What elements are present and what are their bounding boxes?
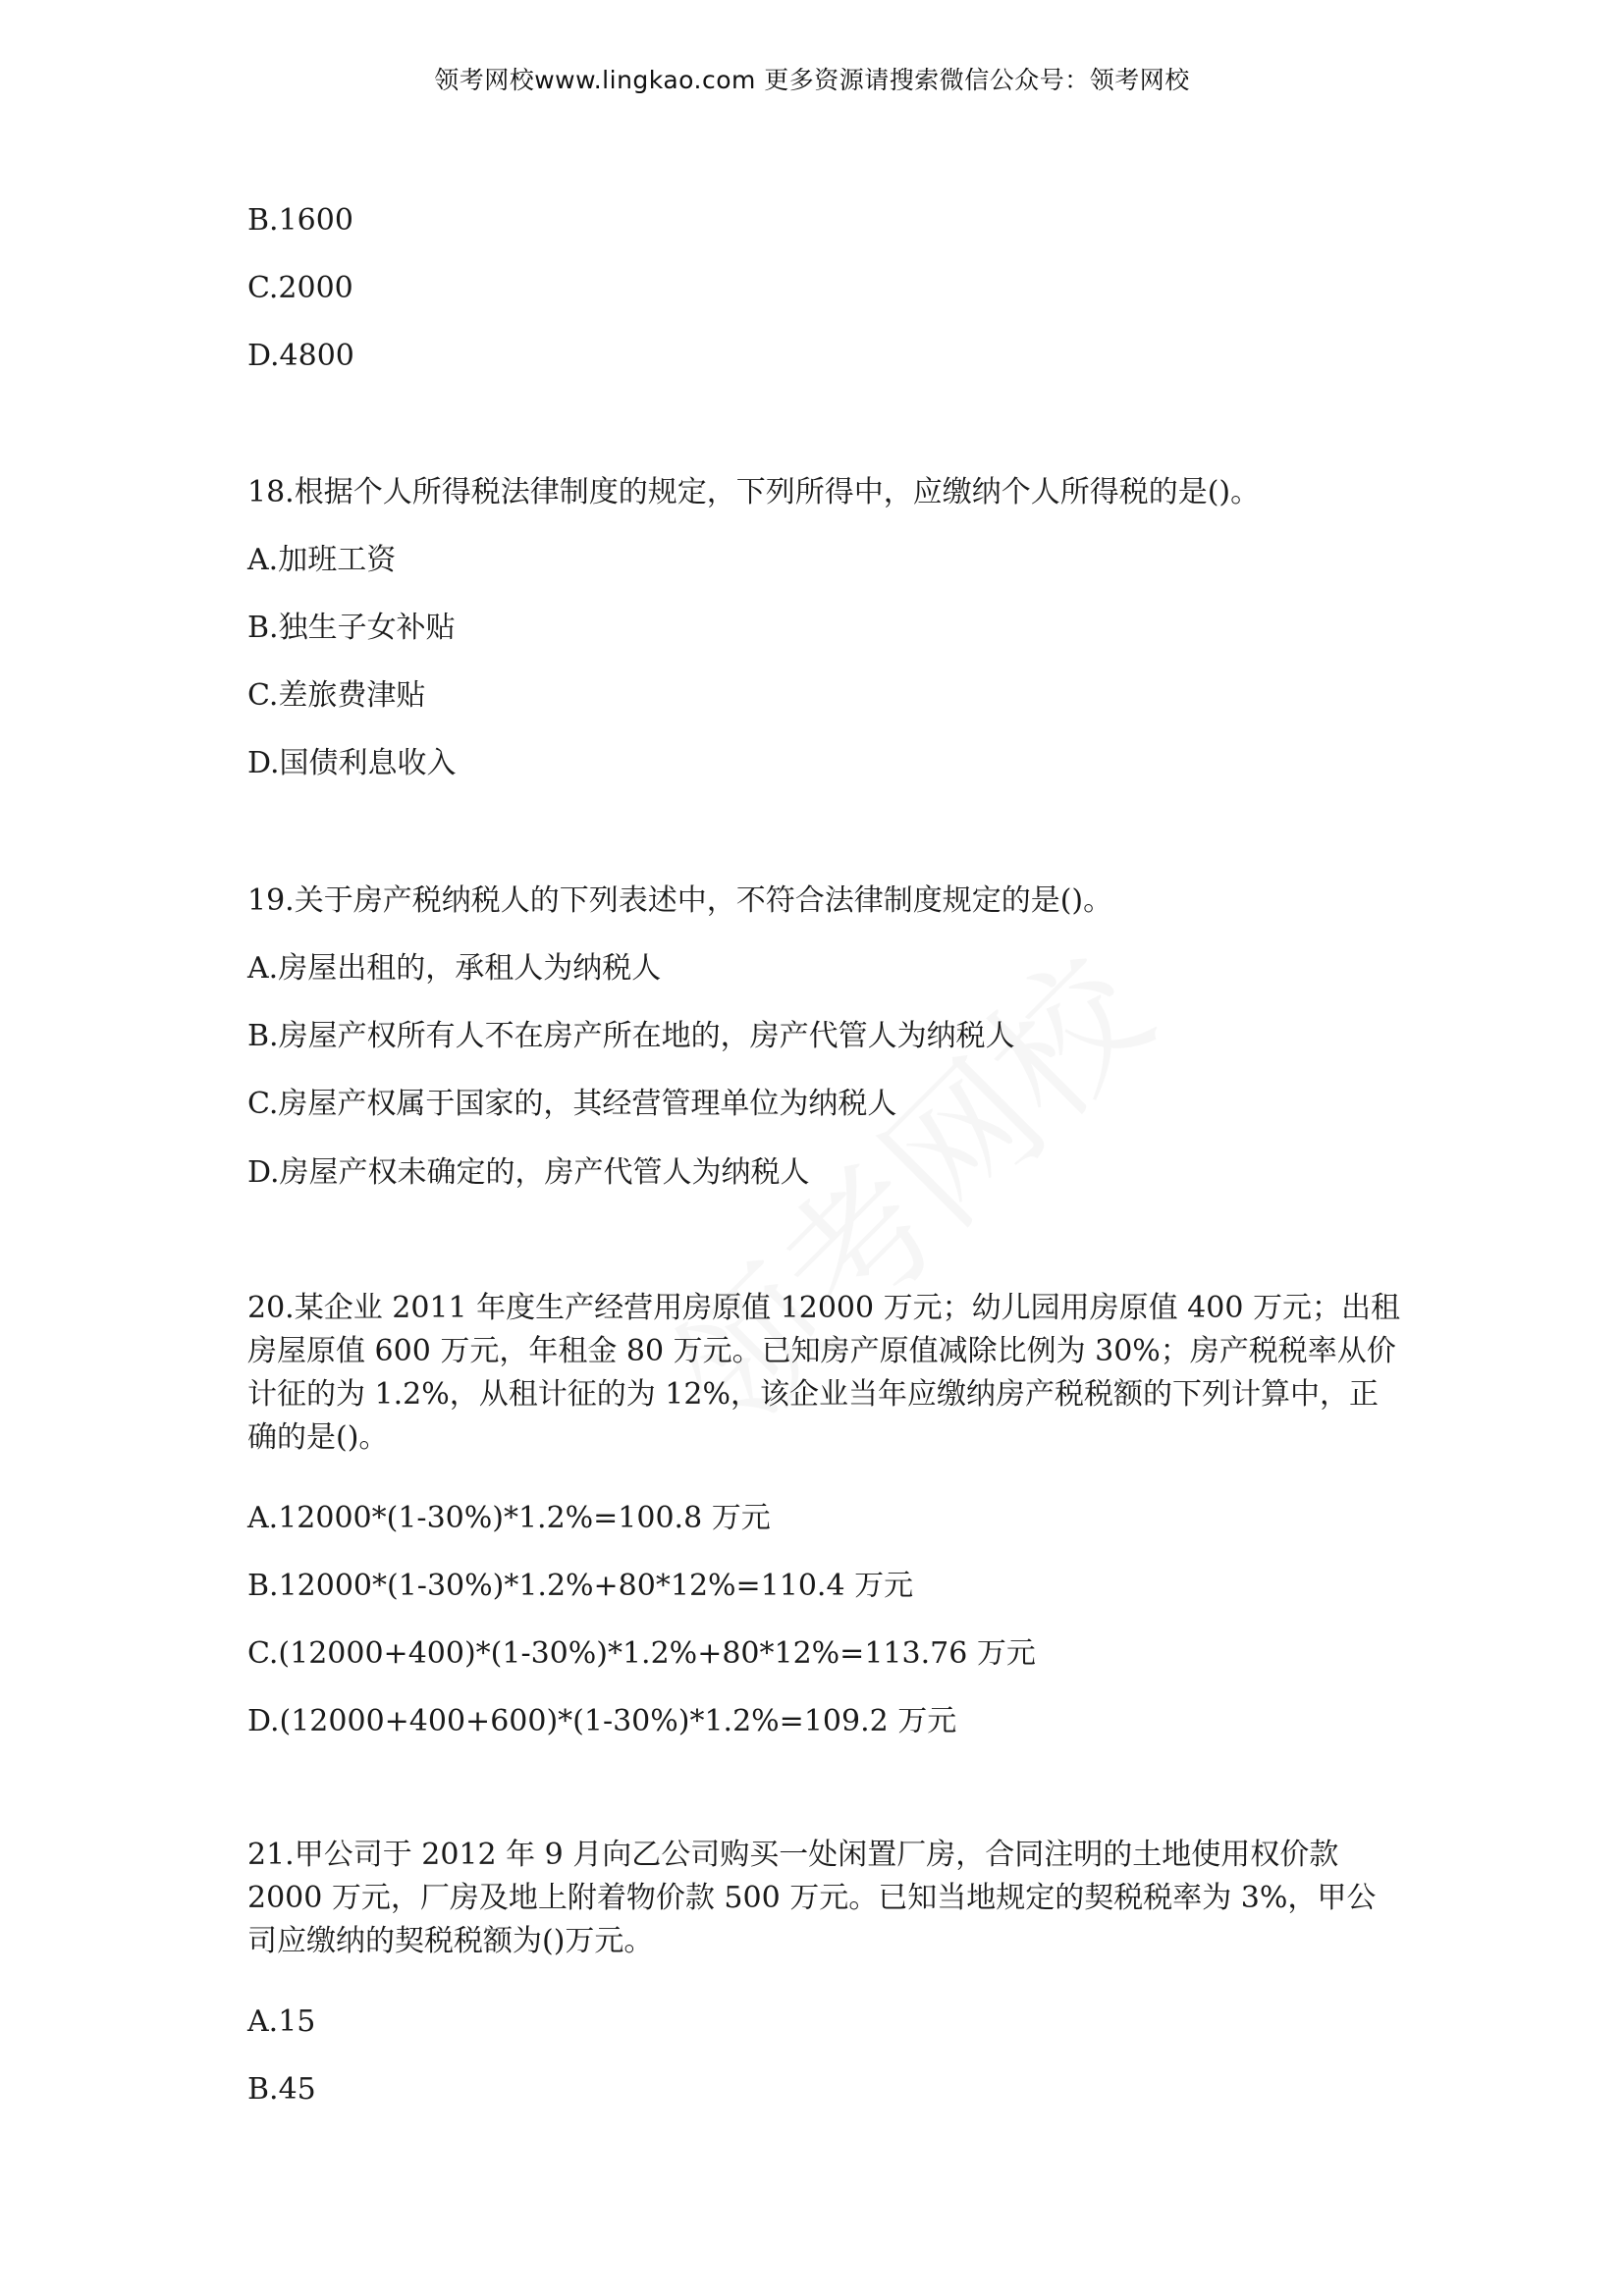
question-18-option-a: A.加班工资 xyxy=(247,543,397,577)
question-19-option-c: C.房屋产权属于国家的，其经营管理单位为纳税人 xyxy=(247,1087,897,1121)
question-20-option-c: C.(12000+400)*(1-30%)*1.2%+80*12%=113.76 万元 xyxy=(247,1636,1036,1671)
question-19-option-a: A.房屋出租的，承租人为纳税人 xyxy=(247,951,662,986)
question-21-option-a: A.15 xyxy=(247,2004,316,2039)
question-19-option-b: B.房屋产权所有人不在房产所在地的，房产代管人为纳税人 xyxy=(247,1019,1015,1053)
question-19-option-d: D.房屋产权未确定的，房产代管人为纳税人 xyxy=(247,1155,810,1190)
question-20-option-a: A.12000*(1-30%)*1.2%=100.8 万元 xyxy=(247,1501,771,1535)
option-c: C.2000 xyxy=(247,271,353,305)
question-18-option-b: B.独生子女补贴 xyxy=(247,611,456,645)
question-19-text: 19.关于房产税纳税人的下列表述中，不符合法律制度规定的是()。 xyxy=(247,883,1113,918)
page-header: 领考网校www.lingkao.com 更多资源请搜索微信公众号：领考网校 xyxy=(434,66,1190,94)
question-20-option-d: D.(12000+400+600)*(1-30%)*1.2%=109.2 万元 xyxy=(247,1704,957,1738)
option-d: D.4800 xyxy=(247,339,354,373)
question-20-option-b: B.12000*(1-30%)*1.2%+80*12%=110.4 万元 xyxy=(247,1569,914,1603)
question-21-text: 21.甲公司于 2012 年 9 月向乙公司购买一处闲置厂房，合同注明的土地使用权价款 2000 万元，厂房及地上附着物价款 500 万元。已知当地规定的契税税率为 3%，甲公司应缴纳的契税税额为()万元。 xyxy=(247,1838,1377,1958)
question-21-option-b: B.45 xyxy=(247,2072,316,2107)
question-18-text: 18.根据个人所得税法律制度的规定，下列所得中，应缴纳个人所得税的是()。 xyxy=(247,475,1261,509)
question-18-option-d: D.国债利息收入 xyxy=(247,746,457,780)
question-18-option-c: C.差旅费津贴 xyxy=(247,678,426,713)
option-b: B.1600 xyxy=(247,203,353,238)
question-20-text: 20.某企业 2011 年度生产经营用房原值 12000 万元；幼儿园用房原值 400 万元；出租房屋原值 600 万元，年租金 80 万元。已知房产原值减除比例为 30%；房产税税率从价计征的为 1.2%，从租计征的为 12%，该企业当年应缴纳房产税税额的下列计算中，正确的是()。 xyxy=(247,1291,1400,1455)
